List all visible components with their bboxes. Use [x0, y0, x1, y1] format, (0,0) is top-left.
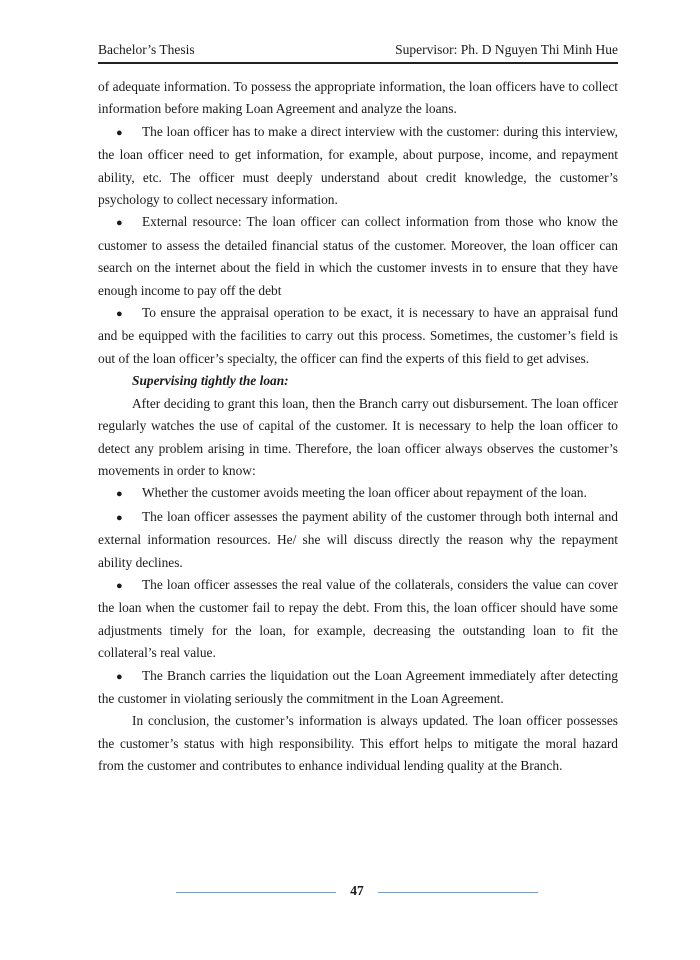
bullet-item	[98, 482, 618, 505]
bullet-icon: ●	[116, 126, 123, 139]
bullet-icon: ●	[116, 670, 123, 683]
bullet-icon: ●	[116, 511, 123, 524]
paragraph-supervising: After deciding to grant this loan, then the Branch carry out disbursement. The loan officer regularly watches the use of capital of the customer. It is necessary to help the loan officer to detect any problem arising in time. Therefore, the loan officer always observes the customer’s movements in order to know:	[98, 395, 618, 478]
bullet-text: The loan officer assesses the payment ability of the customer through both internal and external information resources. He/ she will discuss directly the reason why the repayment ability declines.	[98, 508, 618, 570]
bullet-item	[98, 506, 618, 574]
supervisor-name: Supervisor: Ph. D Nguyen Thi Minh Hue	[395, 42, 618, 57]
paragraph-intro: of adequate information. To possess the appropriate information, the loan officers have to collect information before making Loan Agreement and analyze the loans.	[98, 79, 618, 117]
bullet-text: External resource: The loan officer can collect information from those who know the customer to assess the detailed financial status of the customer. Moreover, the loan officer can search on the internet about the field in which the customer invests in to ensure that they have enough income to pay off the debt	[98, 214, 618, 298]
page-header	[98, 40, 618, 64]
page-body	[98, 76, 618, 778]
section-subheading: Supervising tightly the loan:	[132, 373, 289, 389]
page-footer	[176, 880, 538, 904]
bullet-icon: ●	[116, 308, 123, 321]
paragraph-conclusion: In conclusion, the customer’s information is always updated. The loan officer possesses the customer’s status with high responsibility. This effort helps to mitigate the moral hazard from the customer and contributes to enhance individual lending quality at the Branch.	[98, 713, 618, 774]
bullet-item	[98, 211, 618, 302]
bullet-text: Whether the customer avoids meeting the loan officer about repayment of the loan.	[142, 485, 587, 501]
bullet-text: The loan officer assesses the real value of the collaterals, considers the value can cover the loan when the customer fail to repay the debt. From this, the loan officer should have some adjustments timely for the loan, for example, decreasing the outstanding loan to fit the collateral’s real value.	[98, 576, 618, 661]
bullet-icon: ●	[116, 579, 123, 592]
bullet-icon: ●	[116, 488, 123, 501]
bullet-item	[98, 121, 618, 212]
bullet-text: The loan officer has to make a direct interview with the customer: during this interview, the loan officer need to get information, for example, about purpose, income, and repayment ability, etc. The officer must deeply understand about credit knowledge, the customer’s psychology to collect necessary information.	[98, 123, 618, 208]
bullet-item	[98, 665, 618, 711]
bullet-item	[98, 574, 618, 665]
thesis-title: Bachelor’s Thesis	[98, 42, 195, 57]
bullet-item	[98, 302, 618, 370]
footer-divider-right	[378, 892, 538, 893]
bullet-text: The Branch carries the liquidation out the Loan Agreement immediately after detecting the customer in violating seriously the commitment in the Loan Agreement.	[98, 667, 618, 706]
bullet-text: To ensure the appraisal operation to be exact, it is necessary to have an appraisal fund and be equipped with the facilities to carry out this process. Sometimes, the customer’s field is out of the loan officer’s specialty, the officer can find the experts of this field to get advises.	[98, 305, 618, 366]
page-number: 47	[350, 883, 364, 898]
bullet-icon: ●	[116, 217, 123, 230]
